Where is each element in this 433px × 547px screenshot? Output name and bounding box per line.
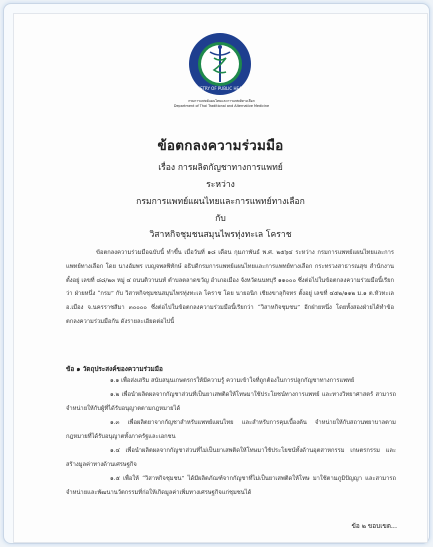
document-subject: เรื่อง การผลิตกัญชาทางการแพทย์ [158,163,283,173]
ministry-emblem-icon [188,32,252,96]
document-title: ข้อตกลงความร่วมมือ [157,138,284,154]
with-label: กับ [215,214,226,224]
document-frame [3,3,430,544]
department-name-th: กรมการแพทย์แผนไทยและการแพทย์ทางเลือก [188,99,255,103]
party-two: วิสาหกิจชุมชนสมุนไพรทุ่งทะเล โคราช [149,230,292,240]
objective-item-5: ๑.๕ เพื่อให้ “วิสาหกิจชุมชน” ได้มีผลิตภัณฑ์จากกัญชาที่ไม่เป็นยาเสพติดให้โทษ มาใช้ตามภูมิปัญญา และสามารถจำหน่ายและพัฒนานวัตกรรมที่ก่อให้เกิดมูลค่าเพิ่มทางเศรษฐกิจแก่ชุมชนได้ [66,476,396,496]
between-label: ระหว่าง [206,180,235,190]
objective-item-2: ๑.๒ เพื่อนำผลิตผลจากกัญชาส่วนที่เป็นยาเสพติดให้โทษมาใช้ประโยชน์ทางการแพทย์ และทางวิทยาศาสตร์ สามารถจำหน่ายให้กับผู้ที่ได้รับอนุญาตตามกฎหมายได้ [66,392,396,412]
party-one: กรมการแพทย์แผนไทยและการแพทย์ทางเลือก [136,197,305,207]
continued-note: ข้อ ๒ ขอบเขต... [351,522,397,530]
document-page [13,13,428,543]
department-name-en: Department of Thai Traditional and Alternative Medicine [173,103,270,108]
objective-item-4: ๑.๔ เพื่อนำผลิตผลจากกัญชาส่วนที่ไม่เป็นยาเสพติดให้โทษมาใช้ประโยชน์ทั้งด้านอุตสาหกรรม เกษตรกรรม และสร้างมูลค่าทางด้านเศรษฐกิจ [66,448,396,468]
objective-item-1: ๑.๑ เพื่อส่งเสริม สนับสนุนเกษตรกรให้มีความรู้ ความเข้าใจที่ถูกต้องในการปลูกกัญชาทางการแพทย์ [110,378,355,384]
department-name [134,99,309,108]
section-heading: ข้อ ๑ วัตถุประสงค์ของความร่วมมือ [66,365,163,373]
intro-paragraph: ข้อตกลงความร่วมมือฉบับนี้ ทำขึ้น เมื่อวันที่ ๑๘ เดือน กุมภาพันธ์ พ.ศ. ๒๕๖๔ ระหว่าง กรมการแพทย์แผนไทยและการแพทย์ทางเลือก โดย นางอัมพร เบญจพลพิทักษ์ อธิบดีกรมการแพทย์แผนไทยและการแพทย์ทางเลือก กระทรวงสาธารณสุข สำนักงานตั้งอยู่ เลขที่ ๘๘/๒๓ หมู่ ๔ ถนนติวานนท์ ตำบลตลาดขวัญ อำเภอเมือง จังหวัดนนทบุรี ๑๑๐๐๐ ซึ่งต่อไปในข้อตกลงความร่วมมือนี้เรียกว่า ฝ่ายหนึ่ง “กรม” กับ วิสาหกิจชุมชนสมุนไพรทุ่งทะเล โคราช โดย นายอนิก เชียงขาลุกิจทร ตั้งอยู่ เลขที่ ๔๕๒/๑๑๒ ม.๑ ต.หัวทะเล อ.เมือง จ.นครราชสีมา ๓๐๐๐๐ ซึ่งต่อไปในข้อตกลงความร่วมมือนี้เรียกว่า “วิสาหกิจชุมชน” อีกฝ่ายหนึ่ง โดยทั้งสองฝ่ายได้ทำข้อตกลงความร่วมมือกัน ดังรายละเอียดต่อไปนี้ [66,250,395,325]
emblem-ring-text: MINISTRY OF PUBLIC HEALTH [191,86,249,91]
objective-item-3: ๑.๓ เพื่อผลิตยาจากกัญชาสำหรับแพทย์แผนไทย และสำหรับการคุมเบื้องต้น จำหน่ายให้กับสถานพยาบาลตามกฎหมายที่ได้รับอนุญาตทั้งภาครัฐและเอกชน [66,420,396,440]
